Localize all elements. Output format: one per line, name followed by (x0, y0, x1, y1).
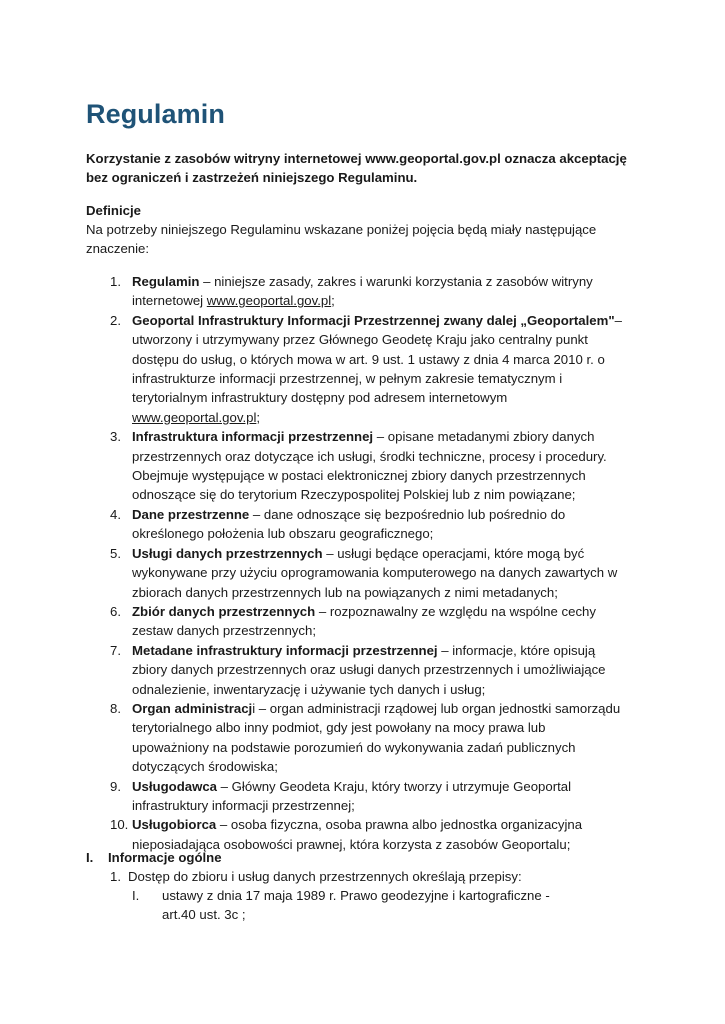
definition-text: – informacje, które opisują zbiory danych przestrzennych oraz usługi danych przestrzennych i umożliwiające odnalezienie, inwentaryzację i używanie tych danych i usług; (132, 642, 606, 697)
section-item-number: 1. (110, 869, 121, 884)
definition-text: – utworzony i utrzymywany przez Głównego Geodetę Kraju jako centralny punkt dostępu do usług, o których mowa w art. 9 ust. 1 ustawy z dnia 4 marca 2010 r. o infrastrukturze informacji przestrzennej, w pełnym zakresie tematycznym i terytorialnym infrastruktury dostępny pod adresem internetowym (132, 312, 622, 406)
definition-text: – niniejsze zasady, zakres i warunki korzystania z zasobów witryny internetowej (132, 274, 593, 309)
definition-term: Infrastruktura informacji przestrzennej (132, 429, 374, 445)
page-title: Regulamin (86, 99, 225, 129)
definition-term: Zbiór danych przestrzennych (132, 603, 316, 619)
definition-item (86, 505, 626, 544)
intro-paragraph: Korzystanie z zasobów witryny internetowej www.geoportal.gov.pl oznacza akceptację bez ograniczeń i zastrzeżeń niniejszego Regulaminu. (86, 151, 627, 185)
definition-term: Usługi danych przestrzennych (132, 545, 323, 561)
section-label: Informacje ogólne (108, 850, 222, 865)
definition-item (86, 427, 626, 505)
definition-term: Geoportal Infrastruktury Informacji Przestrzennej zwany dalej „Geoportalem" (132, 312, 615, 328)
definition-term: Usługobiorca (132, 817, 217, 833)
definition-text: – usługi będące operacjami, które mogą być wykonywane przy użyciu oprogramowania komputerowego na danych zawartych w zbiorach danych przestrzennych lub na powiązanych z nimi metadanych; (132, 545, 618, 600)
definition-item (86, 699, 626, 777)
definition-text: – rozpoznawalny ze względu na wspólne cechy zestaw danych przestrzennych; (132, 603, 596, 639)
definition-text: i – organ administracji rządowej lub organ jednostki samorządu terytorialnego albo inny podmiot, gdy jest powołany na mocy prawa lub upoważniony na podstawie porozumień do wykonywania zadań publicznych dotyczących środowiska; (132, 700, 621, 775)
definition-text-end: ; (256, 409, 261, 425)
definition-text: – dane odnoszące się bezpośrednio lub pośrednio do określonego położenia lub obszaru geograficznego; (132, 506, 566, 542)
definition-number: 7. (110, 642, 121, 658)
definition-item (86, 311, 626, 427)
definition-item (86, 544, 626, 602)
definition-term: Regulamin (132, 274, 200, 289)
definition-text: – opisane metadanymi zbiory danych przestrzennych oraz dotyczące ich usługi, środki techniczne, procesy i procedury. Obejmuje występujące w postaci elektronicznej zbiory danych przestrzennych odnoszące się do terytorium Rzeczypospolitej Polskiej lub z nim powiązane; (132, 429, 607, 503)
definition-item (86, 272, 626, 311)
definition-term: Usługodawca (132, 778, 218, 794)
geoportal-link[interactable]: www.geoportal.gov.pl (132, 409, 257, 425)
definition-number: 5. (110, 545, 121, 561)
definition-item (86, 602, 626, 641)
definitions-heading: Definicje (86, 203, 141, 218)
definition-item (86, 777, 626, 816)
definition-term: Metadane infrastruktury informacji przestrzennej (132, 642, 438, 658)
definition-number: 8. (110, 700, 121, 716)
definition-number: 9. (110, 778, 121, 794)
definition-number: 2. (110, 312, 121, 328)
definition-number: 3. (110, 429, 121, 445)
definition-number: 10. (110, 817, 129, 833)
definition-item (86, 641, 626, 699)
definitions-lead: Na potrzeby niniejszego Regulaminu wskazane poniżej pojęcia będą miały następujące znaczenie: (86, 222, 597, 256)
section-subitem-text: ustawy z dnia 17 maja 1989 r. Prawo geodezyjne i kartograficzne - art.40 ust. 3c ; (162, 888, 550, 923)
section-item-text: Dostęp do zbioru i usług danych przestrzennych określają przepisy: (128, 869, 522, 884)
definition-number: 6. (110, 603, 121, 619)
definition-term: Organ administracj (132, 700, 253, 716)
definition-number: 4. (110, 506, 121, 522)
section-number: I. (86, 850, 94, 865)
definition-term: Dane przestrzenne (132, 506, 250, 522)
section-subitem-number: I. (132, 888, 140, 903)
definition-text: – osoba fizyczna, osoba prawna albo jednostka organizacyjna nieposiadająca osobowości prawnej, która korzysta z zasobów Geoportalu; (132, 817, 583, 852)
geoportal-link[interactable]: www.geoportal.gov.pl (206, 293, 332, 309)
definition-text: – Główny Geodeta Kraju, który tworzy i utrzymuje Geoportal infrastruktury informacji przestrzennej; (132, 778, 572, 813)
definition-text-end: ; (331, 293, 335, 309)
definition-number: 1. (110, 274, 121, 289)
definitions-list (86, 272, 626, 854)
